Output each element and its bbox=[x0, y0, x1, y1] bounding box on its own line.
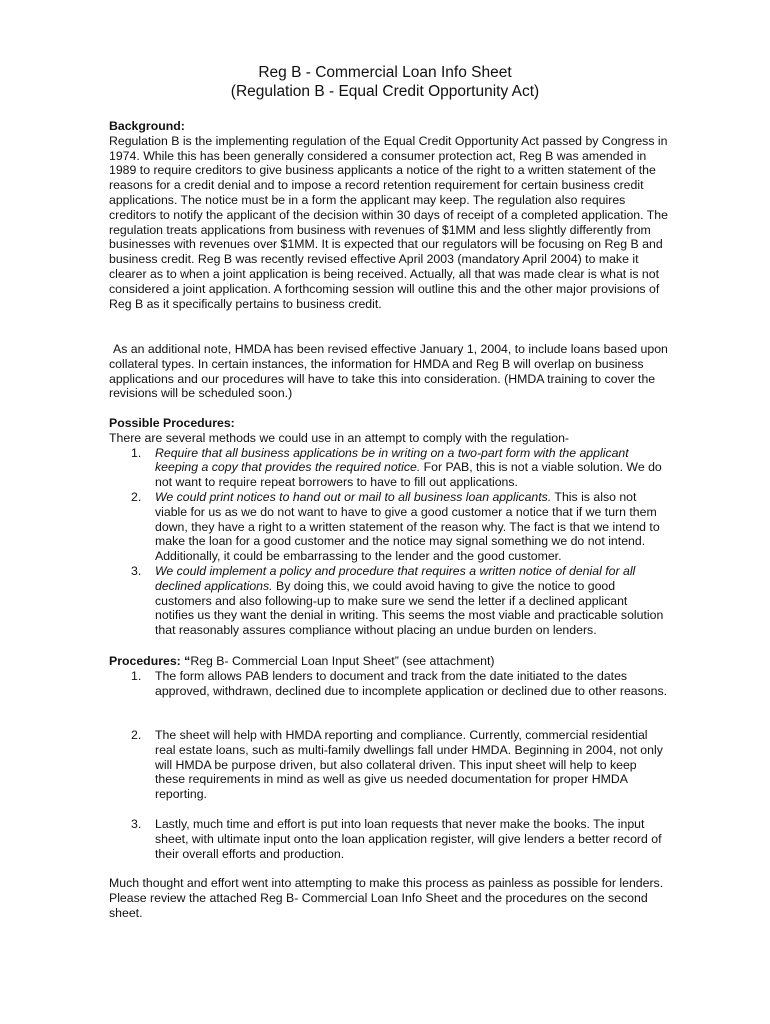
document-title: Reg B - Commercial Loan Info Sheet bbox=[258, 64, 512, 81]
background-paragraph-1: Regulation B is the implementing regulation of the Equal Credit Opportunity Act passed by Congress in 1974. While this has been generally considered a consumer protection act, Reg B was amended in 1989 to require creditors to give business applicants a notice of the right to a written statement of the reasons for a credit denial and to impose a record retention requirement for certain business credit applications. The notice must be in a form the applicant may keep. The regulation also requires creditors to notify the applicant of the decision within 30 days of receipt of a completed application. The regulation treats applications from business with revenues of $1MM and less slightly differently from businesses with revenues over $1MM. It is expected that our regulators will be focusing on Reg B and business credit. Reg B was recently revised effective April 2003 (mandatory April 2004) to make it clearer as to when a joint application is being received. Actually, all that was made clear is what is not considered a joint application. A forthcoming session will outline this and the other major provisions of Reg B as it specifically pertains to business credit. bbox=[109, 133, 668, 311]
list-item bbox=[109, 728, 669, 802]
procedures-item-2-block bbox=[109, 728, 669, 802]
list-item-number: 1. bbox=[131, 668, 142, 683]
list-item-text: This is also not viable for us as we do not want to have to give a good customer a notice that if we turn them down, they have a right to a written statement of the reason why. The fact is that we intend to make the loan for a good customer and the notice may signal something we do not intend. Additionally, it could be embarrassing to the lender and the good customer. bbox=[155, 489, 660, 564]
list-item-text: The sheet will help with HMDA reporting and compliance. Currently, commercial residential real estate loans, such as multi-family dwellings fall under HMDA. Beginning in 2004, not only will HMDA be purpose driven, but also collateral driven. This input sheet will help to keep these requirements in mind as well as give us needed documentation for proper HMDA reporting. bbox=[155, 728, 663, 802]
list-item-text: Lastly, much time and effort is put into loan requests that never make the books. The input sheet, with ultimate input onto the loan application register, will give lenders a better record of their overall efforts and production. bbox=[155, 817, 662, 861]
list-item bbox=[109, 446, 669, 490]
background-section bbox=[109, 119, 669, 311]
hmda-note-section bbox=[109, 342, 669, 401]
list-item-text: For PAB, this is not a viable solution. We do not want to require repeat borrowers to have to fill out applications. bbox=[155, 460, 662, 490]
list-item-number: 1. bbox=[131, 445, 142, 460]
possible-procedures-intro: There are several methods we could use in an attempt to comply with the regulation- bbox=[109, 430, 570, 445]
procedures-list bbox=[109, 669, 669, 699]
closing-section bbox=[109, 876, 669, 920]
document-subtitle: (Regulation B - Equal Credit Opportunity Act) bbox=[230, 83, 540, 100]
list-item bbox=[109, 490, 669, 564]
list-item-text: By doing this, we could avoid having to give the notice to good customers and also following-up to make sure we send the letter if a declined applicant notifies us they want the denial in writing. This seems the most viable and practicable solution that reasonably assures compliance without placing an undue burden on lenders. bbox=[155, 578, 664, 638]
procedures-section bbox=[109, 654, 669, 698]
list-item bbox=[109, 564, 669, 638]
procedures-heading: Procedures: “ bbox=[109, 654, 191, 668]
list-item-emphasis: We could implement a policy and procedure that requires a written notice of denial for all declined applications. bbox=[155, 563, 636, 593]
procedures-heading-line bbox=[109, 654, 669, 669]
possible-procedures-heading: Possible Procedures: bbox=[109, 416, 235, 430]
possible-procedures-list bbox=[109, 446, 669, 638]
list-item-emphasis: We could print notices to hand out or mail to all business loan applicants. bbox=[155, 489, 552, 504]
possible-procedures-section bbox=[109, 416, 669, 638]
list-item-number: 3. bbox=[131, 563, 142, 578]
background-paragraph-2: As an additional note, HMDA has been revised effective January 1, 2004, to include loans based upon collateral types. In certain instances, the information for HMDA and Reg B will overlap on business applications and our procedures will have to take this into consideration. (HMDA training to cover the revisions will be scheduled soon.) bbox=[109, 342, 668, 401]
list-item-number: 2. bbox=[131, 489, 142, 504]
procedures-heading-rest: Reg B- Commercial Loan Input Sheet” (see attachment) bbox=[190, 654, 495, 668]
list-item-emphasis: Require that all business applications be in writing on a two-part form with the applicant keeping a copy that provides the required notice. bbox=[155, 445, 629, 475]
list-item-text: The form allows PAB lenders to document and track from the date initiated to the dates approved, withdrawn, declined due to incomplete application or declined due to other reasons. bbox=[155, 668, 668, 698]
list-item-number: 3. bbox=[131, 817, 142, 831]
procedures-item-3-block bbox=[109, 817, 669, 861]
list-item bbox=[109, 669, 669, 699]
list-item-number: 2. bbox=[131, 728, 142, 742]
closing-paragraph: Much thought and effort went into attempting to make this process as painless as possible for lenders. Please review the attached Reg B- Commercial Loan Info Sheet and the procedures on the second sheet. bbox=[109, 876, 664, 920]
list-item bbox=[109, 817, 669, 861]
background-heading: Background: bbox=[109, 119, 185, 133]
procedures-list bbox=[109, 817, 669, 861]
procedures-list bbox=[109, 728, 669, 802]
